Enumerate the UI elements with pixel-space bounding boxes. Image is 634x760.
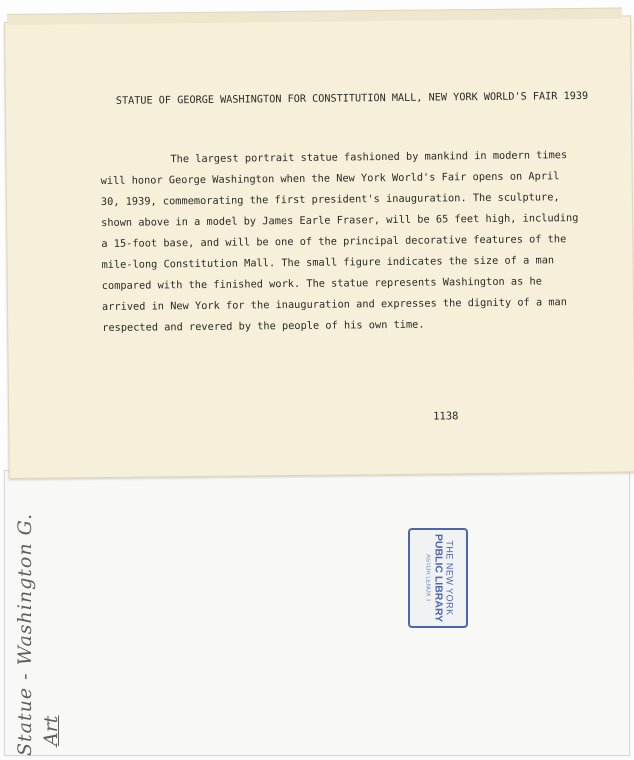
caption-line: respected and revered by the people of his own time. [102, 318, 425, 334]
stamp-line-1: THE NEW YORK [444, 540, 455, 616]
pencil-line-2: Art [40, 715, 62, 746]
stamp-line-2: PUBLIC LIBRARY [432, 533, 445, 623]
photo-mount-card [4, 470, 630, 756]
caption-line: 30, 1939, commemorating the first president's inauguration. The sculpture, [100, 191, 560, 208]
caption-line: The largest portrait statue fashioned by mankind in modern times [170, 149, 568, 166]
caption-line: arrived in New York for the inauguration and expresses the dignity of a man [101, 296, 567, 313]
caption-line: will honor George Washington when the New York World's Fair opens on April [100, 170, 560, 187]
pencil-line-1: Statue - Washington G. [14, 512, 36, 756]
library-stamp [408, 528, 468, 628]
pencil-annotation [14, 513, 62, 756]
caption-body [100, 145, 622, 339]
library-stamp-text [422, 532, 455, 624]
caption-title: STATUE OF GEORGE WASHINGTON FOR CONSTITUTION MALL, NEW YORK WORLD'S FAIR 1939 [115, 90, 589, 107]
stamp-line-3: ASTOR LENOX T [424, 554, 431, 602]
caption-sheet [4, 15, 634, 479]
caption-line: compared with the finished work. The statue represents Washington as he [101, 275, 542, 292]
page-number: 1138 [433, 410, 459, 423]
caption-line: mile-long Constitution Mall. The small figure indicates the size of a man [101, 254, 555, 271]
caption-line: a 15-foot base, and will be one of the principal decorative features of the [101, 233, 567, 250]
caption-line: shown above in a model by James Earle Fraser, will be 65 feet high, including [101, 211, 579, 229]
